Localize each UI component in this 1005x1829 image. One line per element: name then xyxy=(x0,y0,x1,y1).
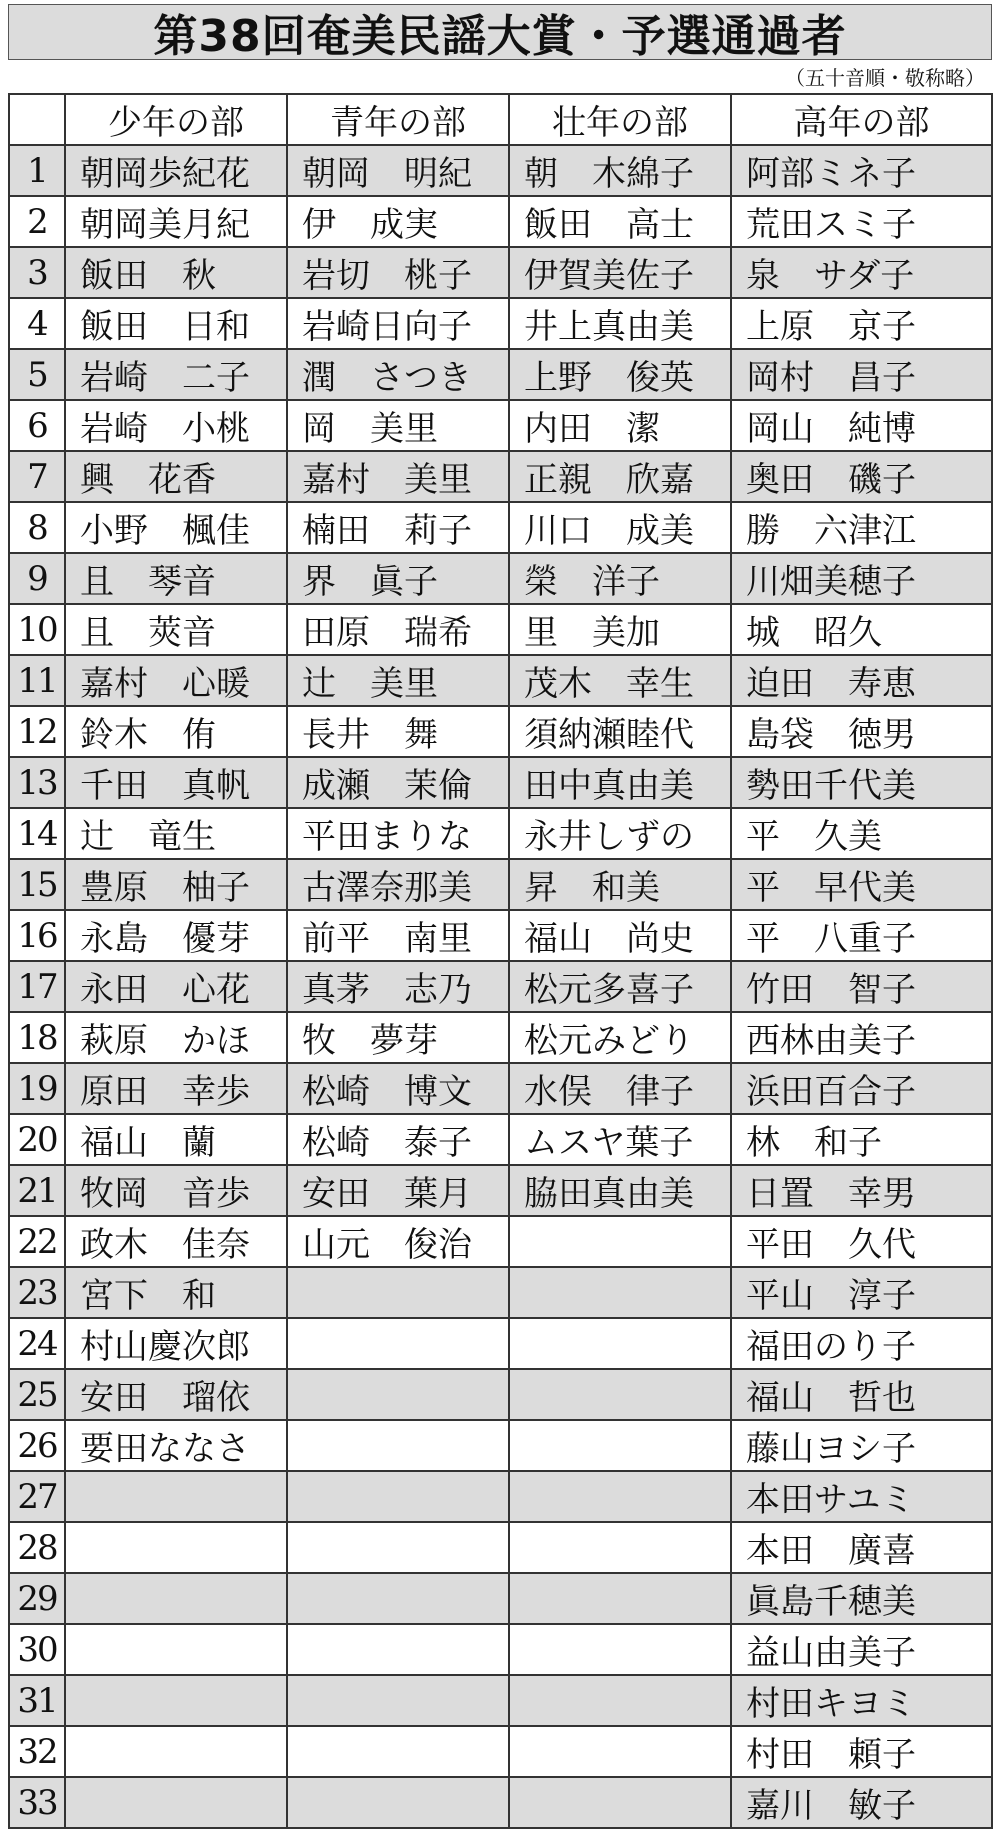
senior-name: 岡山 純博 xyxy=(731,400,992,451)
youth-name: 朝岡歩紀花 xyxy=(65,145,287,196)
table-row xyxy=(9,1777,992,1828)
young-adult-name xyxy=(287,1675,509,1726)
table-row xyxy=(9,247,992,298)
young-adult-name xyxy=(287,1267,509,1318)
adult-name: 脇田真由美 xyxy=(509,1165,731,1216)
row-number: 9 xyxy=(9,553,65,604)
adult-name: 飯田 高士 xyxy=(509,196,731,247)
adult-name xyxy=(509,1675,731,1726)
adult-name: 昇 和美 xyxy=(509,859,731,910)
table-row xyxy=(9,400,992,451)
adult-name: 松元みどり xyxy=(509,1012,731,1063)
row-number: 14 xyxy=(9,808,65,859)
senior-name: 西林由美子 xyxy=(731,1012,992,1063)
table-row xyxy=(9,655,992,706)
adult-name: ムスヤ葉子 xyxy=(509,1114,731,1165)
adult-name: 上野 俊英 xyxy=(509,349,731,400)
table-row xyxy=(9,604,992,655)
senior-name: 本田 廣喜 xyxy=(731,1522,992,1573)
senior-name: 勝 六津江 xyxy=(731,502,992,553)
young-adult-name: 牧 夢芽 xyxy=(287,1012,509,1063)
youth-name: 福山 蘭 xyxy=(65,1114,287,1165)
row-number: 19 xyxy=(9,1063,65,1114)
young-adult-name: 岡 美里 xyxy=(287,400,509,451)
adult-name xyxy=(509,1624,731,1675)
row-number: 22 xyxy=(9,1216,65,1267)
adult-name xyxy=(509,1216,731,1267)
adult-name: 伊賀美佐子 xyxy=(509,247,731,298)
senior-name: 日置 幸男 xyxy=(731,1165,992,1216)
adult-name: 水俣 律子 xyxy=(509,1063,731,1114)
adult-name: 茂木 幸生 xyxy=(509,655,731,706)
table-row xyxy=(9,196,992,247)
youth-name: 飯田 秋 xyxy=(65,247,287,298)
header-young-adult: 青年の部 xyxy=(287,94,509,145)
youth-name xyxy=(65,1675,287,1726)
young-adult-name: 安田 葉月 xyxy=(287,1165,509,1216)
row-number: 15 xyxy=(9,859,65,910)
adult-name: 須納瀬睦代 xyxy=(509,706,731,757)
young-adult-name: 朝岡 明紀 xyxy=(287,145,509,196)
table-row xyxy=(9,1369,992,1420)
young-adult-name xyxy=(287,1726,509,1777)
youth-name: 政木 佳奈 xyxy=(65,1216,287,1267)
table-row xyxy=(9,961,992,1012)
row-number: 10 xyxy=(9,604,65,655)
senior-name: 福山 哲也 xyxy=(731,1369,992,1420)
adult-name xyxy=(509,1471,731,1522)
young-adult-name: 成瀬 茉倫 xyxy=(287,757,509,808)
senior-name: 村田 頼子 xyxy=(731,1726,992,1777)
adult-name xyxy=(509,1573,731,1624)
young-adult-name: 界 眞子 xyxy=(287,553,509,604)
row-number: 24 xyxy=(9,1318,65,1369)
youth-name xyxy=(65,1522,287,1573)
senior-name: 竹田 智子 xyxy=(731,961,992,1012)
table-row xyxy=(9,1675,992,1726)
table-row xyxy=(9,1624,992,1675)
adult-name xyxy=(509,1522,731,1573)
adult-name: 松元多喜子 xyxy=(509,961,731,1012)
row-number: 28 xyxy=(9,1522,65,1573)
young-adult-name: 嘉村 美里 xyxy=(287,451,509,502)
adult-name: 里 美加 xyxy=(509,604,731,655)
table-row xyxy=(9,1726,992,1777)
young-adult-name xyxy=(287,1522,509,1573)
header-youth: 少年の部 xyxy=(65,94,287,145)
youth-name xyxy=(65,1726,287,1777)
row-number: 18 xyxy=(9,1012,65,1063)
row-number: 12 xyxy=(9,706,65,757)
senior-name: 浜田百合子 xyxy=(731,1063,992,1114)
adult-name xyxy=(509,1726,731,1777)
table-row xyxy=(9,808,992,859)
adult-name: 田中真由美 xyxy=(509,757,731,808)
youth-name: 安田 瑠依 xyxy=(65,1369,287,1420)
adult-name: 榮 洋子 xyxy=(509,553,731,604)
row-number: 5 xyxy=(9,349,65,400)
sort-note: （五十音順・敬称略） xyxy=(785,66,985,90)
row-number: 11 xyxy=(9,655,65,706)
senior-name: 川畑美穂子 xyxy=(731,553,992,604)
table-row xyxy=(9,145,992,196)
youth-name: 牧岡 音歩 xyxy=(65,1165,287,1216)
table-row xyxy=(9,451,992,502)
youth-name: 永島 優芽 xyxy=(65,910,287,961)
senior-name: 眞島千穂美 xyxy=(731,1573,992,1624)
youth-name: 村山慶次郎 xyxy=(65,1318,287,1369)
young-adult-name xyxy=(287,1624,509,1675)
youth-name xyxy=(65,1471,287,1522)
adult-name: 井上真由美 xyxy=(509,298,731,349)
row-number: 23 xyxy=(9,1267,65,1318)
row-number: 25 xyxy=(9,1369,65,1420)
adult-name: 川口 成美 xyxy=(509,502,731,553)
youth-name: 鈴木 侑 xyxy=(65,706,287,757)
youth-name: 要田ななさ xyxy=(65,1420,287,1471)
young-adult-name: 前平 南里 xyxy=(287,910,509,961)
row-number: 1 xyxy=(9,145,65,196)
table-row xyxy=(9,1522,992,1573)
senior-name: 城 昭久 xyxy=(731,604,992,655)
young-adult-name: 長井 舞 xyxy=(287,706,509,757)
young-adult-name: 真茅 志乃 xyxy=(287,961,509,1012)
header-senior: 高年の部 xyxy=(731,94,992,145)
page-title: 第38回奄美民謡大賞・予選通過者 xyxy=(153,11,847,62)
adult-name xyxy=(509,1318,731,1369)
young-adult-name: 伊 成実 xyxy=(287,196,509,247)
youth-name: 且 琴音 xyxy=(65,553,287,604)
table-row xyxy=(9,1267,992,1318)
row-number: 29 xyxy=(9,1573,65,1624)
adult-name: 朝 木綿子 xyxy=(509,145,731,196)
senior-name: 上原 京子 xyxy=(731,298,992,349)
young-adult-name xyxy=(287,1777,509,1828)
young-adult-name xyxy=(287,1420,509,1471)
youth-name: 宮下 和 xyxy=(65,1267,287,1318)
youth-name: 辻 竜生 xyxy=(65,808,287,859)
young-adult-name: 平田まりな xyxy=(287,808,509,859)
table-row xyxy=(9,298,992,349)
young-adult-name xyxy=(287,1471,509,1522)
youth-name: 萩原 かほ xyxy=(65,1012,287,1063)
row-number: 4 xyxy=(9,298,65,349)
table-row xyxy=(9,910,992,961)
young-adult-name: 松崎 博文 xyxy=(287,1063,509,1114)
table-row xyxy=(9,757,992,808)
senior-name: 福田のり子 xyxy=(731,1318,992,1369)
table-row xyxy=(9,502,992,553)
row-number: 2 xyxy=(9,196,65,247)
adult-name xyxy=(509,1777,731,1828)
adult-name xyxy=(509,1369,731,1420)
senior-name: 村田キヨミ xyxy=(731,1675,992,1726)
youth-name xyxy=(65,1573,287,1624)
young-adult-name: 古澤奈那美 xyxy=(287,859,509,910)
senior-name: 奥田 磯子 xyxy=(731,451,992,502)
young-adult-name: 山元 俊治 xyxy=(287,1216,509,1267)
table-row xyxy=(9,706,992,757)
senior-name: 岡村 昌子 xyxy=(731,349,992,400)
row-number: 8 xyxy=(9,502,65,553)
row-number: 26 xyxy=(9,1420,65,1471)
table-row xyxy=(9,1318,992,1369)
senior-name: 嘉川 敏子 xyxy=(731,1777,992,1828)
senior-name: 阿部ミネ子 xyxy=(731,145,992,196)
table-row xyxy=(9,1216,992,1267)
senior-name: 荒田スミ子 xyxy=(731,196,992,247)
youth-name xyxy=(65,1624,287,1675)
youth-name: 且 莢音 xyxy=(65,604,287,655)
youth-name xyxy=(65,1777,287,1828)
table-row xyxy=(9,1573,992,1624)
youth-name: 永田 心花 xyxy=(65,961,287,1012)
row-number: 17 xyxy=(9,961,65,1012)
young-adult-name xyxy=(287,1369,509,1420)
young-adult-name xyxy=(287,1318,509,1369)
young-adult-name xyxy=(287,1573,509,1624)
table-row xyxy=(9,859,992,910)
table-row xyxy=(9,349,992,400)
senior-name: 平山 淳子 xyxy=(731,1267,992,1318)
results-table xyxy=(8,93,993,1829)
row-number: 6 xyxy=(9,400,65,451)
young-adult-name: 田原 瑞希 xyxy=(287,604,509,655)
youth-name: 岩崎 二子 xyxy=(65,349,287,400)
row-number: 27 xyxy=(9,1471,65,1522)
table-row xyxy=(9,1114,992,1165)
senior-name: 藤山ヨシ子 xyxy=(731,1420,992,1471)
adult-name xyxy=(509,1267,731,1318)
senior-name: 泉 サダ子 xyxy=(731,247,992,298)
adult-name: 内田 潔 xyxy=(509,400,731,451)
young-adult-name: 松崎 泰子 xyxy=(287,1114,509,1165)
table-row xyxy=(9,553,992,604)
senior-name: 島袋 徳男 xyxy=(731,706,992,757)
table-row xyxy=(9,1420,992,1471)
youth-name: 小野 楓佳 xyxy=(65,502,287,553)
row-number: 32 xyxy=(9,1726,65,1777)
header-adult: 壮年の部 xyxy=(509,94,731,145)
youth-name: 豊原 柚子 xyxy=(65,859,287,910)
header-number xyxy=(9,94,65,145)
senior-name: 本田サユミ xyxy=(731,1471,992,1522)
adult-name: 正親 欣嘉 xyxy=(509,451,731,502)
row-number: 21 xyxy=(9,1165,65,1216)
youth-name: 嘉村 心暖 xyxy=(65,655,287,706)
table-row xyxy=(9,1471,992,1522)
table-row xyxy=(9,1012,992,1063)
row-number: 16 xyxy=(9,910,65,961)
adult-name: 福山 尚史 xyxy=(509,910,731,961)
table-row xyxy=(9,1165,992,1216)
youth-name: 飯田 日和 xyxy=(65,298,287,349)
young-adult-name: 岩切 桃子 xyxy=(287,247,509,298)
youth-name: 千田 真帆 xyxy=(65,757,287,808)
senior-name: 平 八重子 xyxy=(731,910,992,961)
row-number: 31 xyxy=(9,1675,65,1726)
senior-name: 林 和子 xyxy=(731,1114,992,1165)
senior-name: 平 久美 xyxy=(731,808,992,859)
senior-name: 平 早代美 xyxy=(731,859,992,910)
youth-name: 朝岡美月紀 xyxy=(65,196,287,247)
adult-name: 永井しずの xyxy=(509,808,731,859)
row-number: 20 xyxy=(9,1114,65,1165)
table-body xyxy=(9,145,992,1828)
senior-name: 勢田千代美 xyxy=(731,757,992,808)
young-adult-name: 潤 さつき xyxy=(287,349,509,400)
row-number: 3 xyxy=(9,247,65,298)
youth-name: 岩崎 小桃 xyxy=(65,400,287,451)
title-bar xyxy=(8,4,992,60)
row-number: 30 xyxy=(9,1624,65,1675)
young-adult-name: 楠田 莉子 xyxy=(287,502,509,553)
header-row xyxy=(9,94,992,145)
row-number: 13 xyxy=(9,757,65,808)
senior-name: 益山由美子 xyxy=(731,1624,992,1675)
table-row xyxy=(9,1063,992,1114)
youth-name: 興 花香 xyxy=(65,451,287,502)
senior-name: 迫田 寿恵 xyxy=(731,655,992,706)
row-number: 33 xyxy=(9,1777,65,1828)
senior-name: 平田 久代 xyxy=(731,1216,992,1267)
youth-name: 原田 幸歩 xyxy=(65,1063,287,1114)
row-number: 7 xyxy=(9,451,65,502)
adult-name xyxy=(509,1420,731,1471)
young-adult-name: 辻 美里 xyxy=(287,655,509,706)
young-adult-name: 岩崎日向子 xyxy=(287,298,509,349)
